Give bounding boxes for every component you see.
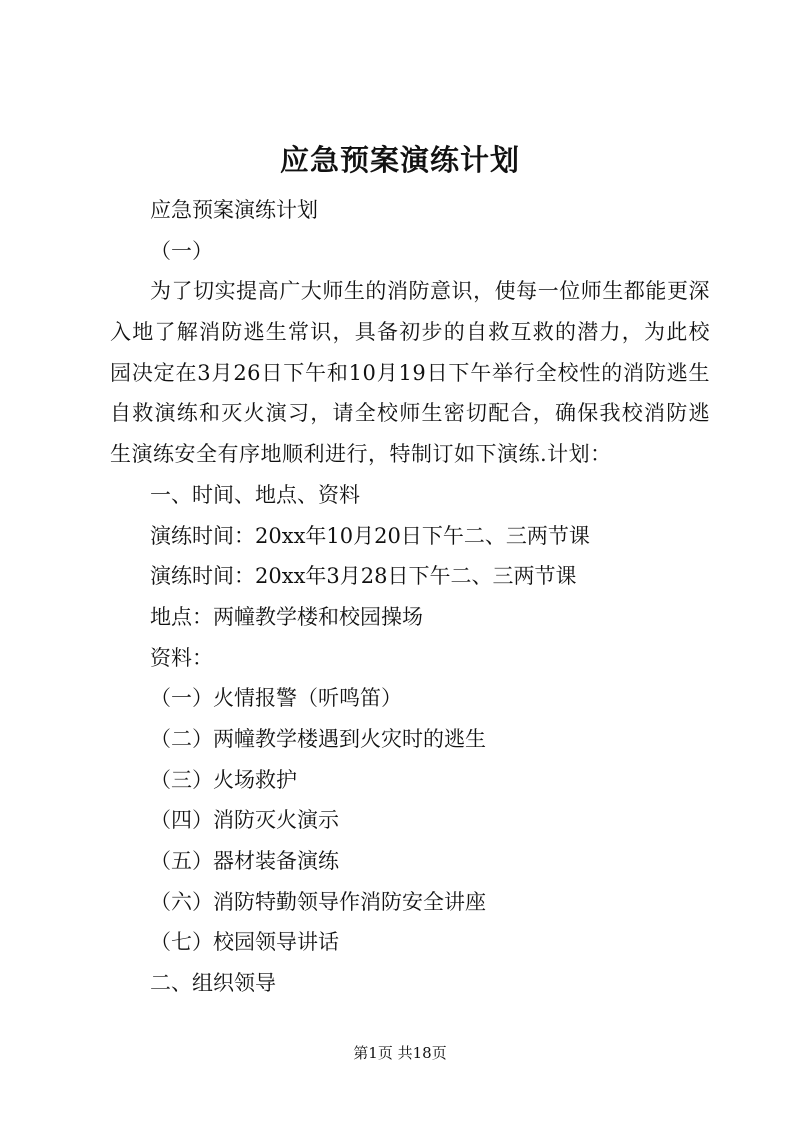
drill-time-1: 演练时间：20xx年10月20日下午二、三两节课 <box>150 523 590 548</box>
list-item: （六）消防特勤领导作消防安全讲座 <box>150 889 486 914</box>
drill-time-2: 演练时间：20xx年3月28日下午二、三两节课 <box>150 564 577 589</box>
section2-heading: 二、组织领导 <box>150 971 276 996</box>
drill-location: 地点：两幢教学楼和校园操场 <box>150 604 423 629</box>
list-item: （三）火场救护 <box>150 767 297 792</box>
document-subtitle: 应急预案演练计划 <box>150 198 318 222</box>
list-item: （七）校园领导讲话 <box>150 930 339 955</box>
intro-paragraph: 为了切实提高广大师生的消防意识，使每一位师生都能更深入地了解消防逃生常识，具备初步的自救互救的潜力，为此校园决定在3月26日下午和10月19日下午举行全校性的消防逃生自救演练和灭火演习，请全校师生密切配合，确保我校消防逃生演练安全有序地顺利进行，特制订如下演练.计划： <box>110 279 710 467</box>
section-marker: （一） <box>150 238 213 263</box>
materials-label: 资料： <box>150 645 213 670</box>
document-title: 应急预案演练计划 <box>279 143 520 177</box>
section1-heading: 一、时间、地点、资料 <box>150 482 360 507</box>
list-item: （一）火情报警（听鸣笛） <box>150 686 402 711</box>
list-item: （四）消防灭火演示 <box>150 808 339 833</box>
page-footer: 第1页 共18页 <box>353 1044 447 1062</box>
document-body <box>110 190 710 1004</box>
list-item: （二）两幢教学楼遇到火灾时的逃生 <box>150 727 486 752</box>
list-item: （五）器材装备演练 <box>150 849 339 874</box>
